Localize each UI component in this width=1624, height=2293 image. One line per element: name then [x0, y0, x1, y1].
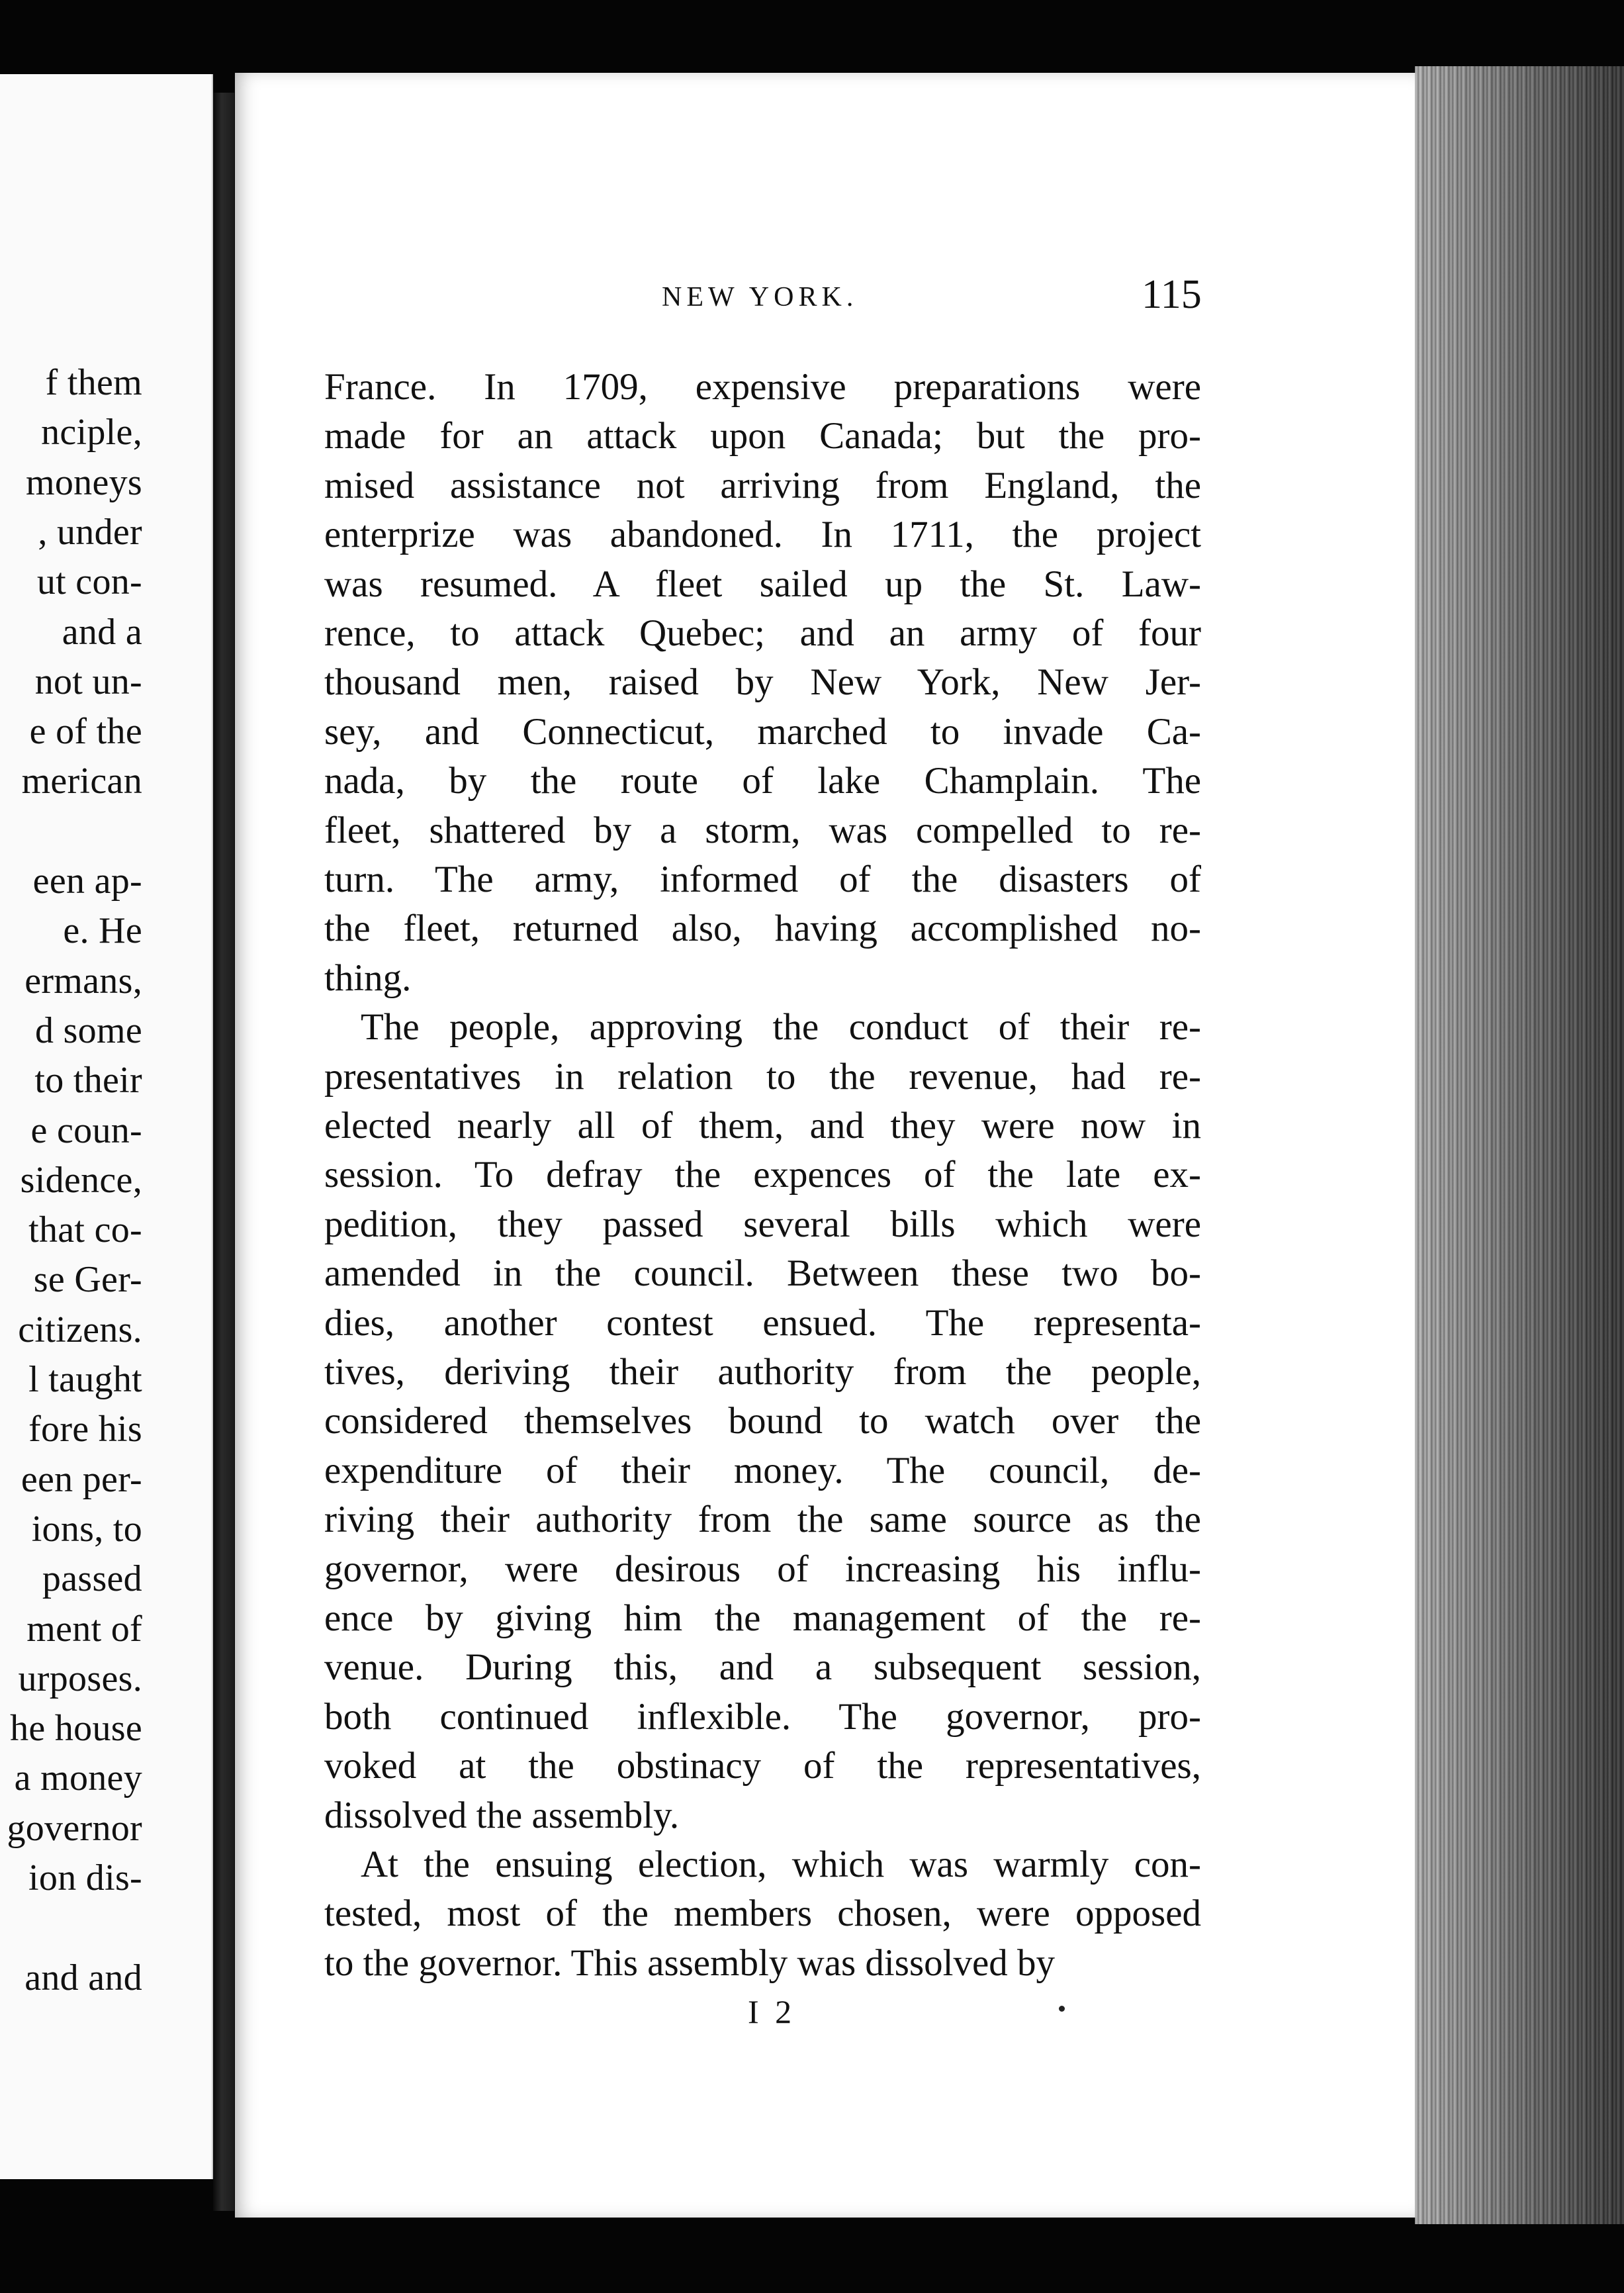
- body-text-line: sey, and Connecticut, marched to invade Ca-: [324, 710, 1201, 753]
- ink-speck: [1059, 2006, 1065, 2012]
- body-text-line: mised assistance not arriving from England, the: [324, 464, 1201, 506]
- body-text-line: the fleet, returned also, having accomplished no-: [324, 908, 1201, 950]
- left-page-line: ut con-: [36, 561, 142, 603]
- body-text-line: made for an attack upon Canada; but the pro-: [324, 415, 1201, 457]
- body-text-line: France. In 1709, expensive preparations were: [324, 366, 1201, 408]
- left-page-line: d some: [34, 1009, 142, 1051]
- left-page-line: fore his: [28, 1409, 142, 1450]
- left-page-line: merican: [21, 761, 142, 802]
- body-text-line: dies, another contest ensued. The representa-: [324, 1301, 1201, 1344]
- body-text-line: enterprize was abandoned. In 1711, the project: [324, 514, 1201, 556]
- body-text-line: thing.: [324, 957, 412, 999]
- body-text-line: expenditure of their money. The council, de-: [324, 1449, 1201, 1491]
- left-page-line: een ap-: [32, 861, 142, 902]
- body-text-line: presentatives in relation to the revenue, had re-: [324, 1055, 1201, 1098]
- body-text-line: dissolved the assembly.: [324, 1794, 680, 1836]
- left-page-line: to their: [34, 1060, 142, 1101]
- left-page-line: urposes.: [18, 1658, 142, 1699]
- left-page-line: e of the: [29, 711, 142, 753]
- body-text-line: was resumed. A fleet sailed up the St. Law-: [324, 563, 1201, 605]
- body-text-line: venue. During this, and a subsequent session,: [324, 1646, 1201, 1689]
- left-page-line: l taught: [28, 1359, 142, 1400]
- left-page-line: passed: [42, 1558, 142, 1600]
- left-page-line: ion dis-: [28, 1857, 142, 1898]
- body-text-line: At the ensuing election, which was warmly con-: [361, 1844, 1201, 1885]
- left-page-line: and and: [24, 1957, 142, 1998]
- signature-mark: I 2: [748, 1993, 796, 2030]
- body-text-line: both continued inflexible. The governor, pro-: [324, 1695, 1201, 1738]
- running-head: NEW YORK.: [662, 282, 858, 312]
- left-page-line: f them: [45, 362, 142, 403]
- body-text-line: tives, deriving their authority from the people,: [324, 1351, 1201, 1393]
- body-text-line: nada, by the route of lake Champlain. The: [324, 760, 1201, 802]
- left-page-line: citizens.: [18, 1309, 142, 1350]
- left-page-line: and a: [62, 611, 142, 653]
- book-gutter: [213, 93, 234, 2211]
- left-page-line: se Ger-: [33, 1259, 142, 1301]
- body-text-line: pedition, they passed several bills which were: [324, 1203, 1201, 1245]
- body-text-line: amended in the council. Between these two bo-: [324, 1252, 1201, 1295]
- body-text-line: governor, were desirous of increasing his influ-: [324, 1548, 1201, 1590]
- left-page-line: sidence,: [20, 1159, 142, 1201]
- body-text-line: The people, approving the conduct of their re-: [361, 1006, 1201, 1049]
- body-text-line: fleet, shattered by a storm, was compelled to re-: [324, 809, 1201, 851]
- body-text-line: ence by giving him the management of the re-: [324, 1597, 1201, 1639]
- left-page-line: a money: [14, 1757, 142, 1799]
- body-text-line: thousand men, raised by New York, New Jer-: [324, 661, 1201, 704]
- left-facing-page: [0, 74, 213, 2179]
- page-edges-shading: [1415, 66, 1624, 2224]
- left-page-line: een per-: [21, 1458, 142, 1500]
- body-text-line: tested, most of the members chosen, were opposed: [324, 1893, 1201, 1935]
- left-page-line: ermans,: [24, 960, 142, 1002]
- left-page-line: ions, to: [31, 1508, 142, 1550]
- left-page-line: ment of: [26, 1608, 142, 1650]
- body-text-line: voked at the obstinacy of the representatives,: [324, 1745, 1201, 1787]
- body-text-line: turn. The army, informed of the disasters of: [324, 859, 1201, 900]
- body-text-line: elected nearly all of them, and they were now in: [324, 1105, 1201, 1146]
- body-text-line: to the governor. This assembly was dissolved by: [324, 1942, 1056, 1984]
- body-text-line: rence, to attack Quebec; and an army of four: [324, 612, 1201, 654]
- body-text-line: considered themselves bound to watch over the: [324, 1400, 1201, 1442]
- left-page-line: e coun-: [30, 1109, 142, 1151]
- body-text-line: riving their authority from the same source as the: [324, 1499, 1201, 1541]
- page-number: 115: [1142, 272, 1202, 317]
- left-page-line: not un-: [34, 661, 142, 702]
- left-page-line: governor: [7, 1807, 142, 1849]
- left-page-line: , under: [38, 511, 142, 553]
- left-page-line: moneys: [25, 461, 142, 503]
- body-text-line: session. To defray the expences of the late ex-: [324, 1154, 1201, 1196]
- left-page-line: that co-: [28, 1209, 142, 1251]
- left-page-line: nciple,: [41, 412, 142, 453]
- left-page-line: e. He: [63, 910, 142, 952]
- left-page-line: he house: [10, 1708, 142, 1750]
